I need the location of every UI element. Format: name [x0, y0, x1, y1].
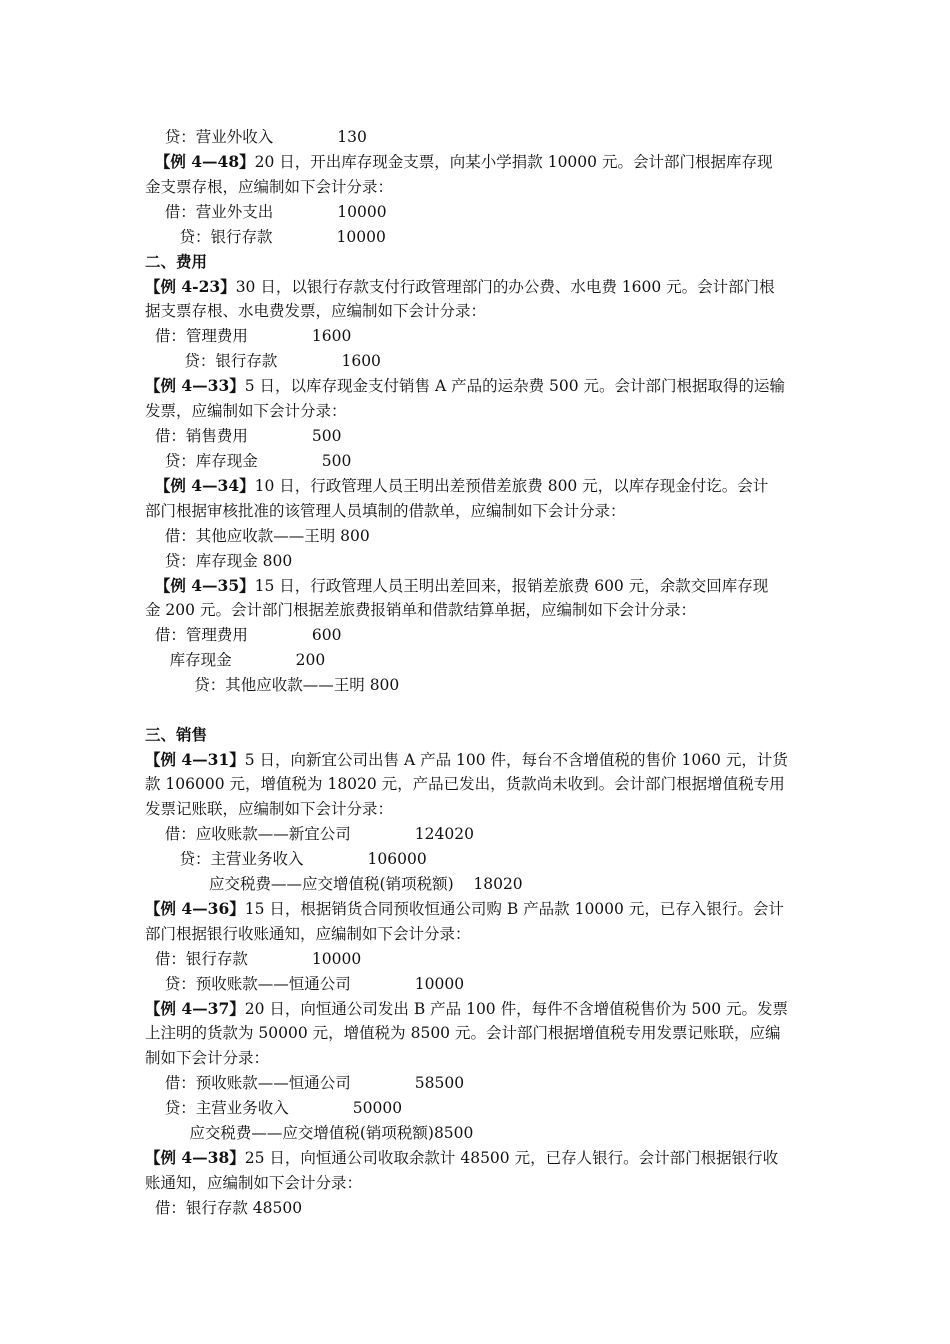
text-line: 制如下会计分录： [145, 1049, 270, 1067]
entry-line: 借：应收账款——新宜公司 124020 [145, 825, 474, 843]
entry-line: 借：营业外支出 10000 [145, 203, 387, 221]
example-marker: 【例 4—35】 [154, 576, 255, 595]
example-marker: 【例 4—48】 [154, 152, 255, 171]
entry-line: 借：管理费用 600 [145, 626, 342, 644]
entry-line: 贷：其他应收款——王明 800 [145, 676, 400, 694]
text-line: 据支票存根、水电费发票，应编制如下会计分录： [145, 302, 487, 320]
example-4-48-line: 【例 4—48】20 日，开出库存现金支票，向某小学捐款 10000 元。会计部门根据库存现 [154, 152, 773, 171]
text-line: 发票，应编制如下会计分录： [145, 402, 347, 420]
entry-line: 借：管理费用 1600 [145, 327, 352, 345]
entry-line: 应交税费——应交增值税(销项税额)8500 [145, 1124, 474, 1142]
entry-line: 借：预收账款——恒通公司 58500 [145, 1074, 465, 1092]
example-4-34-line: 【例 4—34】10 日，行政管理人员王明出差预借差旅费 800 元，以库存现金付讫。会计 [154, 476, 769, 495]
entry-line: 库存现金 200 [145, 651, 326, 669]
text-line: 部门根据审核批准的该管理人员填制的借款单，应编制如下会计分录： [145, 502, 626, 520]
example-4-31-line: 【例 4—31】5 日，向新宜公司出售 A 产品 100 件，每台不含增值税的售价 1060 元，计货 [145, 750, 788, 769]
example-4-38-line: 【例 4—38】25 日，向恒通公司收取余款计 48500 元，已存人银行。会计部门根据银行收 [145, 1148, 779, 1167]
entry-line: 贷：银行存款 1600 [145, 352, 381, 370]
text-line: 金 200 元。会计部门根据差旅费报销单和借款结算单据，应编制如下会计分录： [145, 601, 696, 619]
example-4-33-line: 【例 4—33】5 日，以库存现金支付销售 A 产品的运杂费 500 元。会计部门根据取得的运输 [145, 376, 786, 395]
text-line: 账通知，应编制如下会计分录： [145, 1174, 363, 1192]
example-4-36-line: 【例 4—36】15 日，根据销货合同预收恒通公司购 B 产品款 10000 元，已存入银行。会计 [145, 899, 784, 918]
example-marker: 【例 4—38】 [145, 1148, 245, 1167]
text-line: 发票记账联，应编制如下会计分录： [145, 800, 394, 818]
example-marker: 【例 4—36】 [145, 899, 245, 918]
entry-line: 贷：预收账款——恒通公司 10000 [145, 975, 465, 993]
example-marker: 【例 4-23】 [145, 277, 236, 296]
entry-line: 借：销售费用 500 [145, 427, 342, 445]
entry-line: 贷：库存现金 500 [145, 452, 352, 470]
example-marker: 【例 4—33】 [145, 376, 245, 395]
text-line: 上注明的货款为 50000 元，增值税为 8500 元。会计部门根据增值税专用发票记账联，应编 [145, 1024, 781, 1042]
text-line: 部门根据银行收账通知，应编制如下会计分录： [145, 925, 471, 943]
entry-line: 贷：主营业务收入 106000 [145, 850, 427, 868]
entry-line: 贷：营业外收入 130 [145, 128, 367, 146]
entry-line: 借：银行存款 10000 [145, 950, 362, 968]
entry-line: 应交税费——应交增值税(销项税额) 18020 [145, 875, 523, 893]
entry-line: 借：其他应收款——王明 800 [145, 527, 370, 545]
section-heading-sales: 三、销售 [145, 725, 208, 744]
example-marker: 【例 4—34】 [154, 476, 255, 495]
example-4-37-line: 【例 4—37】20 日，向恒通公司发出 B 产品 100 件，每件不含增值税售价为 500 元。发票 [145, 999, 789, 1018]
entry-line: 贷：主营业务收入 50000 [145, 1099, 403, 1117]
example-marker: 【例 4—37】 [145, 999, 245, 1018]
entry-line: 借：银行存款 48500 [145, 1199, 303, 1217]
example-4-35-line: 【例 4—35】15 日，行政管理人员王明出差回来，报销差旅费 600 元，余款交回库存现 [154, 576, 769, 595]
text-line: 金支票存根，应编制如下会计分录： [145, 178, 394, 196]
text-line: 款 106000 元，增值税为 18020 元，产品已发出，货款尚未收到。会计部门根据增值税专用 [145, 775, 785, 793]
entry-line: 贷：银行存款 10000 [145, 228, 386, 246]
section-heading-expenses: 二、费用 [145, 252, 208, 271]
entry-line: 贷：库存现金 800 [145, 552, 293, 570]
example-marker: 【例 4—31】 [145, 750, 245, 769]
example-4-23-line: 【例 4-23】30 日，以银行存款支付行政管理部门的办公费、水电费 1600 元。会计部门根 [145, 277, 775, 296]
